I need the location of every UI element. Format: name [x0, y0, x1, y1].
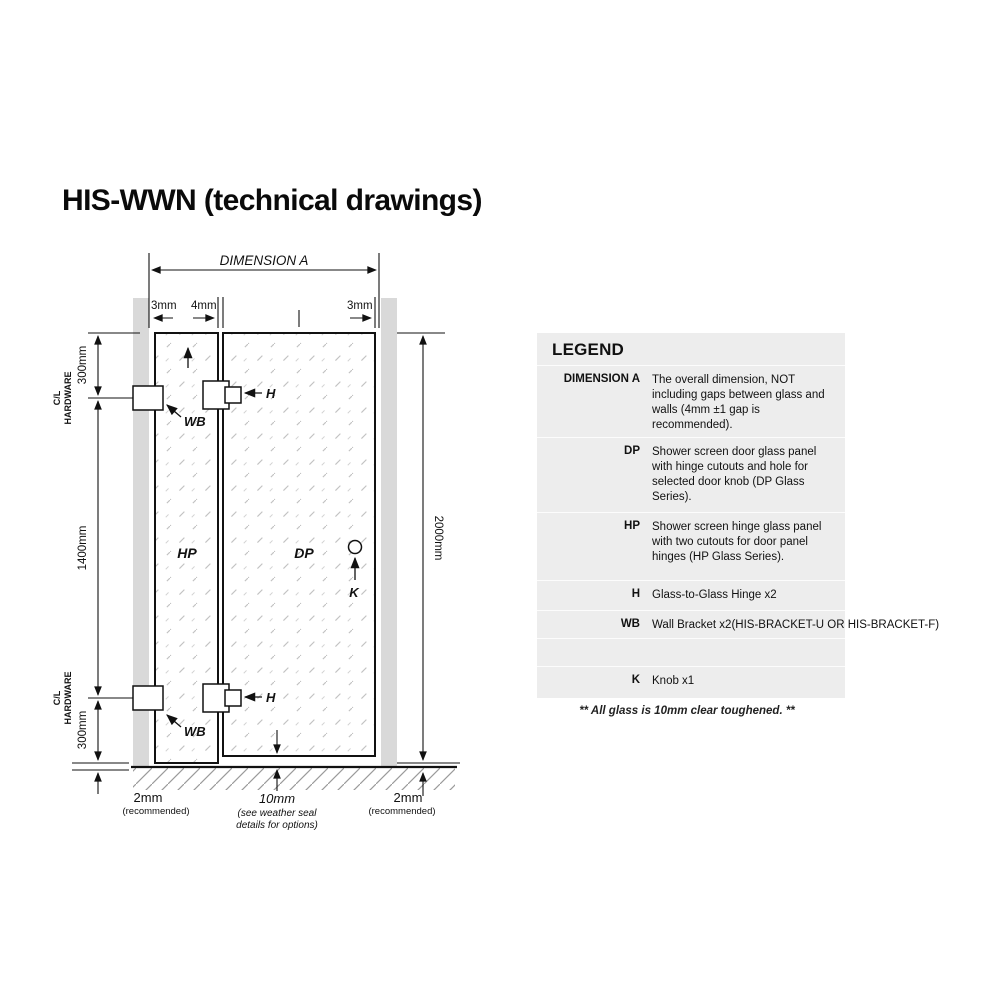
gap-4mm-label: 4mm	[191, 300, 217, 312]
seal-note-line1: (see weather seal	[237, 808, 317, 819]
wb-bottom-label: WB	[184, 724, 206, 739]
legend-term: DIMENSION A	[563, 373, 640, 385]
glass-footnote: ** All glass is 10mm clear toughened. **	[579, 705, 795, 717]
wb-top-label: WB	[184, 414, 206, 429]
legend-row-h	[537, 580, 845, 610]
panel-dp-label: DP	[294, 545, 314, 561]
legend-term: H	[631, 588, 640, 600]
legend-row-dp	[537, 437, 845, 512]
legend-term: DP	[624, 445, 640, 457]
seal-note-line2: details for options)	[236, 820, 318, 831]
legend-term	[537, 646, 640, 666]
legend-row-dimension-a	[537, 365, 845, 437]
right-dimensions	[397, 333, 460, 796]
page-title: HIS-WWN (technical drawings)	[62, 184, 482, 217]
gap-2mm-left-label: 2mm	[133, 790, 163, 805]
wall-right	[381, 298, 397, 767]
cl-hardware-top-line1: C/L	[52, 390, 62, 406]
wall-bracket-bottom	[133, 686, 163, 710]
legend-desc: Shower screen hinge glass panel with two cutouts for door panel hinges (HP Glass Series).	[652, 521, 822, 563]
gap-2mm-left-note: (recommended)	[122, 806, 190, 817]
dimension-a-label: DIMENSION A	[219, 253, 309, 268]
knob-circle	[349, 541, 362, 554]
legend-row-wb	[537, 610, 940, 638]
legend-term: K	[631, 674, 640, 686]
dim-1400-label: 1400mm	[77, 525, 89, 571]
legend-desc: Wall Bracket x2(HIS-BRACKET-U OR HIS-BRACKET-F)	[652, 619, 940, 631]
legend-term: HP	[624, 520, 640, 532]
legend-desc: Shower screen door glass panel with hinge cutouts and hole for selected door knob (DP Glass Series).	[652, 446, 817, 503]
knob-label: K	[349, 585, 359, 600]
cl-hardware-bottom-line2: HARDWARE	[63, 671, 73, 725]
gap-3mm-left-label: 3mm	[151, 300, 177, 312]
panel-hp-label: HP	[177, 545, 197, 561]
legend-desc: Glass-to-Glass Hinge x2	[652, 589, 777, 601]
dim-2000-label: 2000mm	[432, 515, 444, 561]
cl-hardware-top-line2: HARDWARE	[63, 371, 73, 425]
wall-bracket-top	[133, 386, 163, 410]
dim-300-bottom-label: 300mm	[77, 710, 89, 750]
technical-drawing	[40, 240, 470, 840]
gap-2mm-right-note: (recommended)	[368, 806, 436, 817]
legend-heading: LEGEND	[552, 340, 625, 359]
legend-row-empty	[537, 638, 845, 666]
gap-2mm-right-label: 2mm	[393, 790, 423, 805]
hinge-bottom-label: H	[266, 690, 276, 705]
hinge-top-label: H	[266, 386, 276, 401]
cl-hardware-bottom-line1: C/L	[52, 690, 62, 706]
gap-dimensions	[154, 297, 375, 328]
legend-term: WB	[620, 618, 640, 630]
dim-300-top-label: 300mm	[77, 345, 89, 385]
legend-row-k	[537, 666, 845, 698]
gap-10mm-label: 10mm	[258, 791, 296, 806]
legend-desc: The overall dimension, NOT including gaps between glass and walls (4mm ±1 gap is recommended).	[652, 374, 825, 431]
legend-desc: Knob x1	[652, 675, 695, 687]
legend-panel	[537, 333, 940, 698]
legend-row-hp	[537, 512, 845, 580]
legend-desc	[652, 646, 830, 666]
floor-hatch	[133, 768, 455, 790]
gap-3mm-right-label: 3mm	[347, 300, 373, 312]
